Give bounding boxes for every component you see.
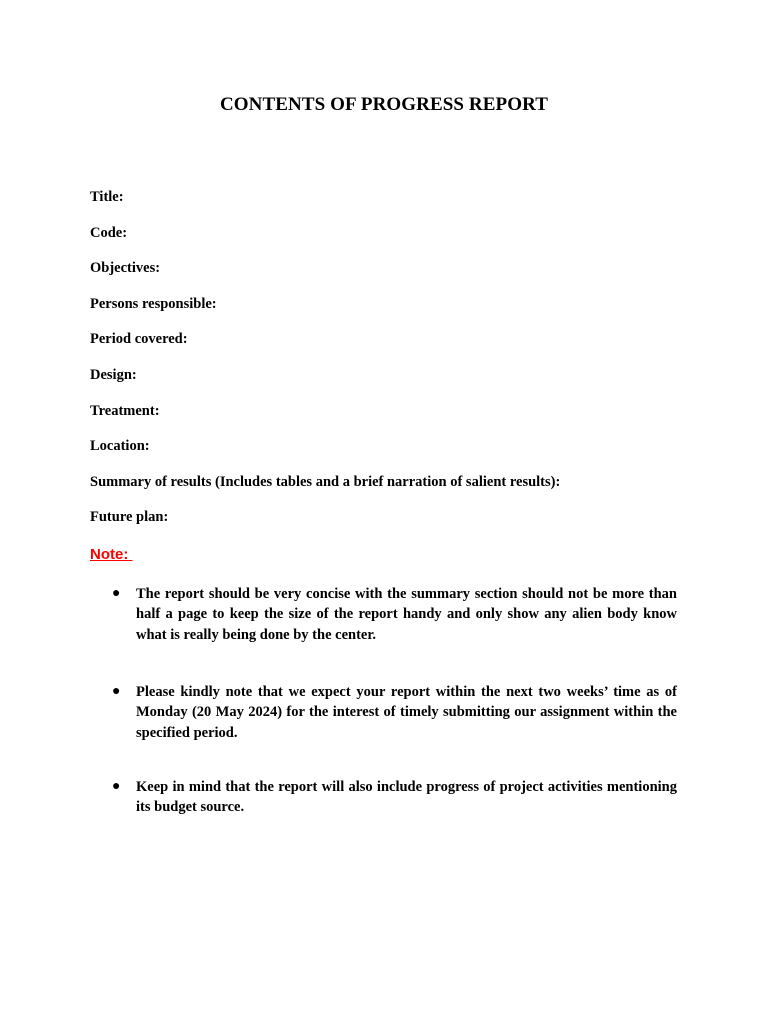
note-bullet-text: Please kindly note that we expect your report within the next two weeks’ time as of Monday (20 May 2024) for the interest of timely submitting our assignment within the specified period.	[136, 684, 677, 741]
field-summary-of-results-label: Summary of results (Includes tables and a brief narration of salient results):	[90, 473, 561, 490]
field-location-label: Location:	[90, 438, 150, 455]
report-fields-list	[90, 188, 560, 544]
field-persons-responsible-label: Persons responsible:	[90, 295, 217, 312]
field-future-plan-label: Future plan:	[90, 509, 169, 526]
document-title: CONTENTS OF PROGRESS REPORT	[219, 94, 549, 115]
field-period-covered-label: Period covered:	[90, 331, 188, 348]
note-heading: Note:	[90, 546, 133, 563]
note-bullet-text: The report should be very concise with the summary section should not be more than half a page to keep the size of the report handy and only show any alien body know what is really being done by the center.	[136, 586, 677, 643]
bullet-dot-icon: ●	[112, 779, 121, 794]
note-bullet-text: Keep in mind that the report will also include progress of project activities mentioning its budget source.	[136, 779, 677, 816]
field-treatment-label: Treatment:	[90, 402, 160, 419]
field-code-label: Code:	[90, 224, 128, 241]
bullet-dot-icon: ●	[112, 586, 121, 601]
field-objectives-label: Objectives:	[90, 260, 161, 277]
bullet-dot-icon: ●	[112, 684, 121, 699]
field-design-label: Design:	[90, 366, 137, 383]
field-title-label: Title:	[90, 189, 124, 205]
